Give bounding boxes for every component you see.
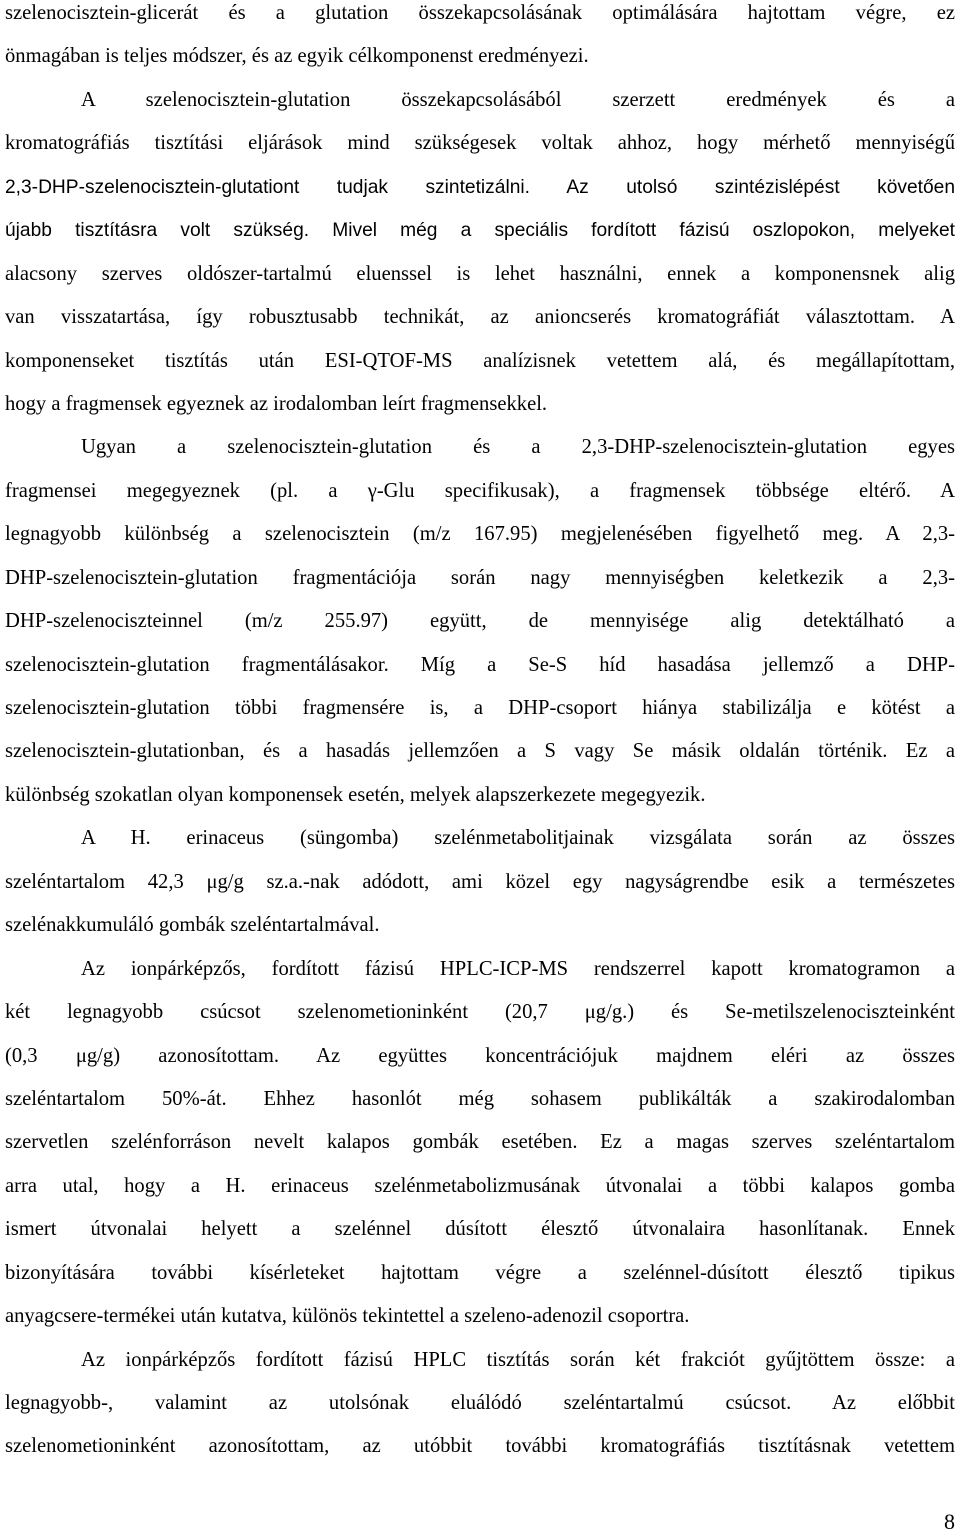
text-line: komponenseket tisztítás után ESI-QTOF-MS analízisnek vetettem alá, és megállapítottam, (5, 349, 955, 372)
paragraph (5, 426, 955, 817)
text-line: A szelenocisztein-glutation összekapcsolásából szerzett eredmények és a (81, 88, 955, 111)
text-line: Az ionpárképzős fordított fázisú HPLC tisztítás során két frakciót gyűjtöttem össze: a (81, 1348, 955, 1371)
paragraph (5, 79, 955, 427)
text-line: önmagában is teljes módszer, és az egyik célkomponenst eredményezi. (5, 45, 589, 68)
text-line: szeléntartalom 42,3 μg/g sz.a.-nak adódott, ami közel egy nagyságrendbe esik a természetes (5, 870, 955, 893)
text-line: szelenocisztein-glicerát és a glutation összekapcsolásának optimálására hajtottam végre, ez (5, 2, 955, 24)
text-line: hogy a fragmensek egyeznek az irodalomban leírt fragmensekkel. (5, 392, 548, 415)
paragraph (5, 0, 955, 79)
text-line: különbség szokatlan olyan komponensek esetén, melyek alapszerkezete megegyezik. (5, 783, 706, 806)
text-line: alacsony szerves oldószer-tartalmú eluenssel is lehet használni, ennek a komponensnek alig (5, 262, 955, 285)
text-line: DHP-szelenociszteinnel (m/z 255.97) együtt, de mennyisége alig detektálható a (5, 610, 955, 633)
text-line: szervetlen szelénforráson nevelt kalapos gombák esetében. Ez a magas szerves szeléntartalom (5, 1131, 955, 1154)
text-line: legnagyobb-, valamint az utolsónak eluálódó szeléntartalmú csúcsot. Az előbbit (5, 1392, 955, 1414)
text-line: szeléntartalom 50%-át. Ehhez hasonlót még sohasem publikálták a szakirodalomban (5, 1087, 955, 1110)
text-line: újabb tisztításra volt szükség. Mivel még a speciális fordított fázisú oszlopokon, melyeket (5, 220, 955, 242)
text-line: szelenometioninként azonosítottam, az utóbbit további kromatográfiás tisztításnak vetettem (5, 1435, 955, 1458)
paragraph (5, 817, 955, 947)
text-line: arra utal, hogy a H. erinaceus szelénmetabolizmusának útvonalai a többi kalapos gomba (5, 1174, 955, 1197)
paragraph (5, 1339, 955, 1469)
text-line: DHP-szelenocisztein-glutation fragmentációja során nagy mennyiségben keletkezik a 2,3- (5, 566, 955, 589)
text-line: A H. erinaceus (süngomba) szelénmetabolitjainak vizsgálata során az összes (81, 827, 955, 850)
text-line: két legnagyobb csúcsot szelenometioninként (20,7 μg/g.) és Se-metilszelenociszteinként (5, 1001, 955, 1024)
text-line: (0,3 μg/g) azonosítottam. Az együttes koncentrációjuk majdnem eléri az összes (5, 1044, 955, 1067)
text-line: Az ionpárképzős, fordított fázisú HPLC-ICP-MS rendszerrel kapott kromatogramon a (81, 957, 955, 980)
text-line: szelenocisztein-glutationban, és a hasadás jellemzően a S vagy Se másik oldalán történik. Ez a (5, 740, 955, 763)
text-line: szelénakkumuláló gombák szeléntartalmával. (5, 914, 380, 937)
text-line: Ugyan a szelenocisztein-glutation és a 2,3-DHP-szelenocisztein-glutation egyes (81, 436, 955, 459)
page-number: 8 (944, 1509, 955, 1534)
text-line: kromatográfiás tisztítási eljárások mind szükségesek voltak ahhoz, hogy mérhető mennyiségű (5, 132, 955, 155)
text-line: szelenocisztein-glutation többi fragmensére is, a DHP-csoport hiánya stabilizálja e kötést a (5, 697, 955, 719)
text-line: ismert útvonalai helyett a szelénnel dúsított élesztő útvonalaira hasonlítanak. Ennek (5, 1218, 955, 1241)
text-line: szelenocisztein-glutation fragmentálásakor. Míg a Se-S híd hasadása jellemző a DHP- (5, 653, 955, 676)
text-line: legnagyobb különbség a szelenocisztein (m/z 167.95) megjelenésében figyelhető meg. A 2,3- (5, 523, 955, 546)
text-line: van visszatartása, így robusztusabb technikát, az anioncserés kromatográfiát választottam. A (5, 306, 955, 329)
paragraph (5, 948, 955, 1339)
document-page (5, 0, 955, 1469)
text-line: bizonyítására további kísérleteket hajtottam végre a szelénnel-dúsított élesztő tipikus (5, 1261, 955, 1284)
text-line: anyagcsere-termékei után kutatva, különös tekintettel a szeleno-adenozil csoportra. (5, 1305, 690, 1328)
text-line: fragmensei megegyeznek (pl. a γ-Glu specifikusak), a fragmensek többsége eltérő. A (5, 479, 955, 502)
text-line: 2,3-DHP-szelenocisztein-glutationt tudjak szintetizálni. Az utolsó szintézislépést követően (5, 176, 955, 198)
